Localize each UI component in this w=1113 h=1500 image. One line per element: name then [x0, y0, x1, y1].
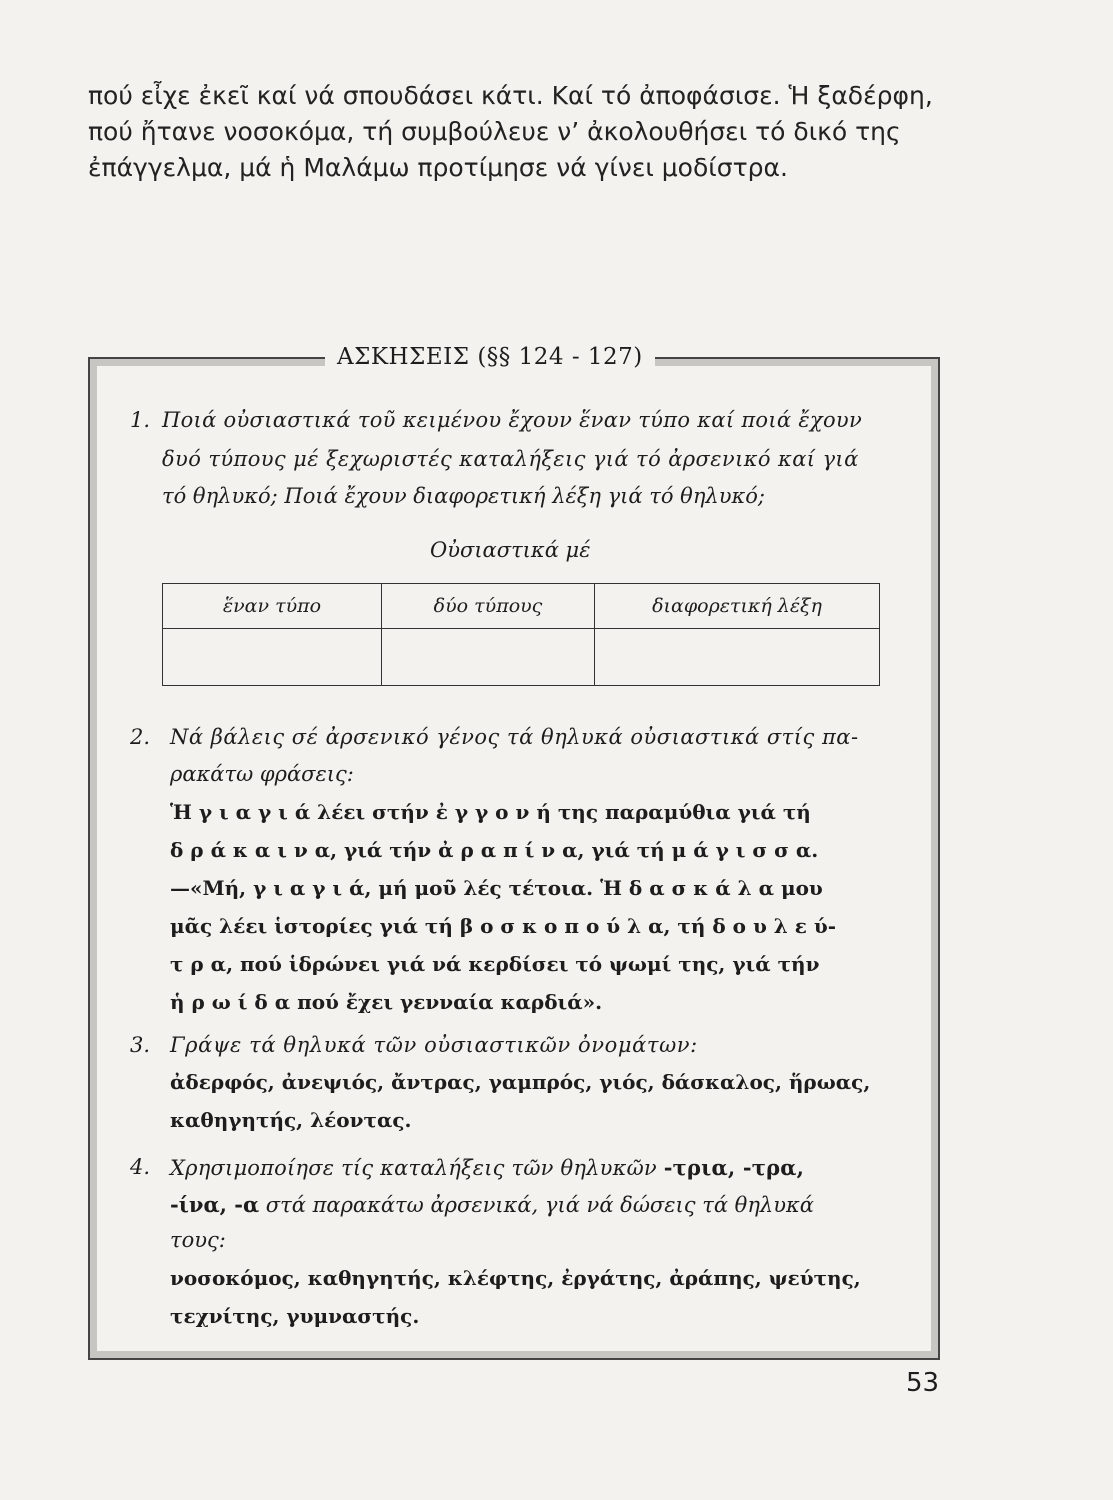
table-header: διαφορετική λέξη [595, 584, 880, 629]
intro-paragraph [88, 78, 933, 186]
exercise-line [170, 1155, 804, 1180]
exercise-text-line: —«Μή, γ ι α γ ι ά, μή μοῦ λές τέτοια. Ἡ δ α σ κ ά λ α μου [170, 876, 823, 900]
exercise-words-line: νοσοκόμος, καθηγητής, κλέφτης, ἐργάτης, ἀράπης, ψεύτης, [170, 1266, 861, 1290]
exercise-line: Γράψε τά θηλυκά τῶν οὐσιαστικῶν ὀνομάτων: [170, 1033, 698, 1057]
table-header: ἕναν τύπο [163, 584, 382, 629]
ending-list: -ίνα, -α [170, 1192, 260, 1217]
exercise-text-line: τ ρ α, πού ἱδρώνει γιά νά κερδίσει τό ψωμί της, γιά τήν [170, 952, 820, 976]
exercise-text-line: μᾶς λέει ἱστορίες γιά τή β ο σ κ ο π ο ύ λ α, τή δ ο υ λ ε ύ- [170, 914, 837, 938]
exercise-number: 4. [130, 1155, 151, 1179]
instruction-text: Χρησιμοποίησε τίς καταλήξεις τῶν θηλυκῶν [170, 1156, 664, 1180]
exercise-words-line: τεχνίτης, γυμναστής. [170, 1304, 420, 1328]
intro-line: πού ἤτανε νοσοκόμα, τή συμβούλευε ν’ ἀκολουθήσει τό δικό της [88, 117, 901, 146]
exercise-text-line: δ ρ ά κ α ι ν α, γιά τήν ἀ ρ α π ί ν α, γιά τή μ ά γ ι σ σ α. [170, 838, 819, 862]
exercise-text-line: Ἡ γ ι α γ ι ά λέει στήν ἐ γ γ ο ν ή της παραμύθια γιά τή [170, 800, 811, 824]
exercise-line: Νά βάλεις σέ ἀρσενικό γένος τά θηλυκά οὐσιαστικά στίς πα- [170, 725, 859, 749]
table-cell[interactable] [382, 629, 595, 686]
exercise-words-line: καθηγητής, λέοντας. [170, 1108, 412, 1132]
ending-list: -τρια, -τρα, [663, 1155, 805, 1180]
exercise-line: Ποιά οὐσιαστικά τοῦ κειμένου ἔχουν ἕναν τύπο καί ποιά ἔχουν [162, 408, 863, 432]
exercise-number: 1. [130, 408, 151, 432]
exercise-line: δυό τύπους μέ ξεχωριστές καταλήξεις γιά τό ἀρσενικό καί γιά [162, 447, 859, 471]
instruction-text: στά παρακάτω ἀρσενικά, γιά νά δώσεις τά θηλυκά [259, 1193, 814, 1217]
exercise-line: τό θηλυκό; Ποιά ἔχουν διαφορετική λέξη γιά τό θηλυκό; [162, 484, 765, 508]
exercise-number: 2. [130, 725, 151, 749]
table-header: δύο τύπους [382, 584, 595, 629]
table-cell[interactable] [595, 629, 880, 686]
exercise-line: ρακάτω φράσεις: [170, 762, 354, 786]
exercise-text-line: ἡ ρ ω ί δ α πού ἔχει γενναία καρδιά». [170, 990, 603, 1014]
exercises-title: ΑΣΚΗΣΕΙΣ (§§ 124 - 127) [325, 344, 655, 370]
exercise-number: 3. [130, 1033, 151, 1057]
page-number: 53 [906, 1368, 940, 1398]
intro-line: πού εἶχε ἐκεῖ καί νά σπουδάσει κάτι. Καί τό ἀποφάσισε. Ἡ ξαδέρφη, [88, 81, 933, 110]
intro-line: ἐπάγγελμα, μά ἡ Μαλάμω προτίμησε νά γίνει μοδίστρα. [88, 153, 788, 182]
table-cell[interactable] [163, 629, 382, 686]
exercise-line [170, 1192, 814, 1217]
exercise-words-line: ἀδερφός, ἀνεψιός, ἄντρας, γαμπρός, γιός, δάσκαλος, ἥρωας, [170, 1070, 871, 1094]
exercise-1-table [162, 583, 880, 686]
exercise-line: τους: [170, 1228, 226, 1252]
table-caption: Οὐσιαστικά μέ [430, 538, 591, 562]
